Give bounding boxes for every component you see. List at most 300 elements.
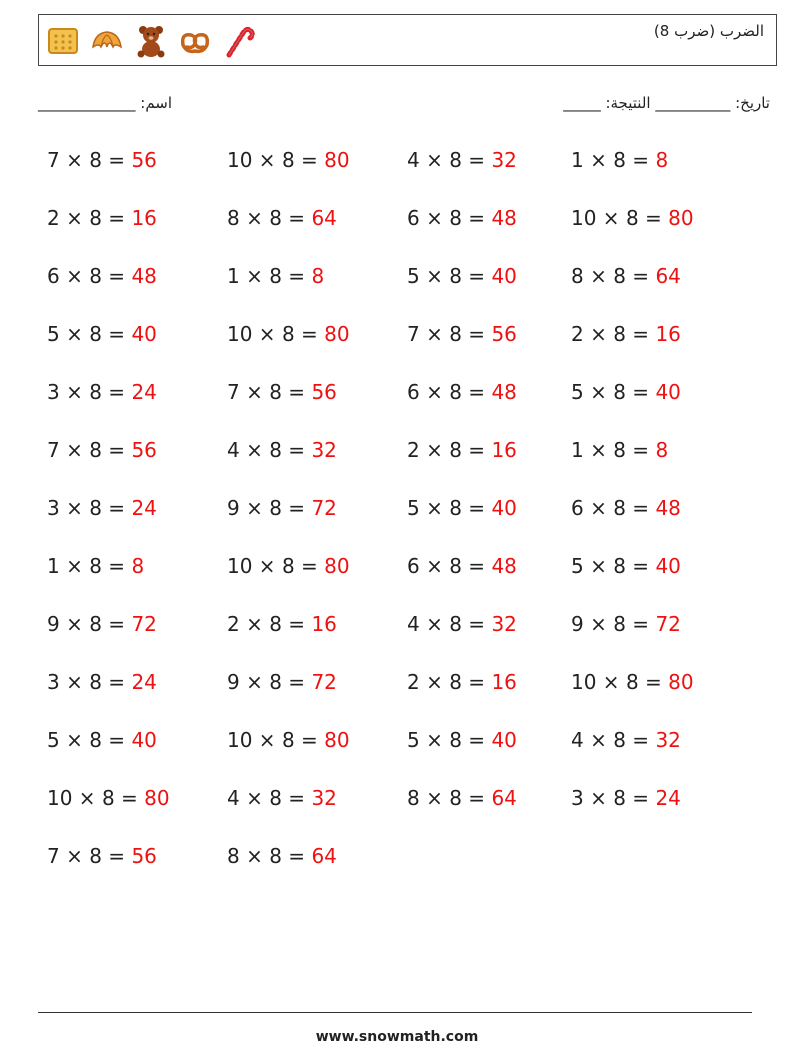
- problem-factor-b: 8: [281, 322, 295, 346]
- times-sign: ×: [419, 380, 450, 404]
- equals-sign: =: [625, 438, 656, 462]
- problem-factor-b: 8: [613, 438, 626, 462]
- problem-factor-a: 1: [47, 554, 60, 578]
- times-sign: ×: [419, 264, 450, 288]
- equals-sign: =: [461, 380, 492, 404]
- problem-factor-a: 4: [227, 438, 240, 462]
- equals-sign: =: [294, 322, 325, 346]
- problem-factor-a: 9: [227, 496, 240, 520]
- problem-item: [227, 842, 407, 900]
- problem-item: [227, 146, 407, 204]
- problem-factor-a: 6: [571, 496, 584, 520]
- problem-answer: 8: [655, 148, 669, 172]
- problem-factor-a: 10: [571, 206, 597, 230]
- times-sign: ×: [583, 612, 614, 636]
- problem-factor-a: 7: [407, 322, 420, 346]
- problem-factor-a: 2: [227, 612, 240, 636]
- problem-factor-b: 8: [613, 728, 626, 752]
- equals-sign: =: [625, 496, 656, 520]
- problem-item: [571, 146, 751, 204]
- problem-factor-b: 8: [89, 554, 102, 578]
- problem-factor-a: 8: [227, 206, 240, 230]
- problem-factor-b: 8: [449, 322, 462, 346]
- equals-sign: =: [101, 322, 132, 346]
- problem-answer: 40: [655, 554, 681, 578]
- problem-item: [47, 610, 227, 668]
- equals-sign: =: [625, 264, 656, 288]
- equals-sign: =: [461, 670, 492, 694]
- problem-factor-a: 5: [47, 728, 60, 752]
- equals-sign: =: [461, 496, 492, 520]
- times-sign: ×: [419, 786, 450, 810]
- times-sign: ×: [252, 322, 282, 346]
- problem-item: [571, 436, 751, 494]
- problem-answer: 32: [655, 728, 681, 752]
- problem-factor-b: 8: [449, 206, 462, 230]
- date-score-field: تاريخ: __________ النتيجة: _____: [563, 94, 770, 112]
- equals-sign: =: [638, 670, 669, 694]
- problem-factor-b: 8: [269, 612, 282, 636]
- problem-item: [47, 320, 227, 378]
- problem-factor-a: 4: [407, 612, 420, 636]
- times-sign: ×: [419, 438, 450, 462]
- problem-factor-b: 8: [89, 612, 102, 636]
- problem-answer: 56: [131, 148, 157, 172]
- problem-factor-b: 8: [281, 728, 295, 752]
- problem-factor-b: 8: [269, 380, 282, 404]
- name-field: اسم: _____________: [38, 94, 173, 112]
- problem-factor-b: 8: [89, 148, 102, 172]
- equals-sign: =: [461, 612, 492, 636]
- problem-factor-a: 10: [571, 670, 597, 694]
- problem-factor-b: 8: [281, 148, 295, 172]
- problem-item: [571, 204, 751, 262]
- problem-answer: 32: [491, 612, 517, 636]
- problem-answer: 64: [311, 206, 337, 230]
- equals-sign: =: [281, 496, 312, 520]
- problem-factor-b: 8: [449, 786, 462, 810]
- worksheet-title: الضرب (ضرب 8): [653, 22, 764, 40]
- problem-factor-a: 10: [227, 322, 253, 346]
- problem-answer: 48: [491, 380, 517, 404]
- problem-factor-a: 3: [47, 670, 60, 694]
- problem-answer: 64: [311, 844, 337, 868]
- equals-sign: =: [101, 380, 132, 404]
- equals-sign: =: [101, 438, 132, 462]
- problem-item: [227, 668, 407, 726]
- problem-answer: 32: [311, 438, 337, 462]
- times-sign: ×: [252, 728, 282, 752]
- problem-factor-b: 8: [613, 786, 626, 810]
- equals-sign: =: [281, 670, 312, 694]
- problem-factor-b: 8: [89, 438, 102, 462]
- problem-factor-a: 1: [571, 148, 584, 172]
- problem-factor-b: 8: [89, 728, 102, 752]
- times-sign: ×: [252, 554, 282, 578]
- problem-factor-a: 10: [227, 554, 253, 578]
- problem-answer: 80: [324, 322, 350, 346]
- problem-answer: 80: [324, 148, 350, 172]
- problem-grid: [47, 146, 751, 900]
- times-sign: ×: [583, 786, 614, 810]
- times-sign: ×: [419, 612, 450, 636]
- problem-factor-b: 8: [269, 438, 282, 462]
- problem-answer: 56: [131, 438, 157, 462]
- problem-answer: 8: [131, 554, 145, 578]
- problem-factor-a: 7: [47, 438, 60, 462]
- problem-factor-a: 3: [571, 786, 584, 810]
- problem-answer: 8: [655, 438, 669, 462]
- croissant-icon: [89, 23, 125, 59]
- problem-answer: 80: [144, 786, 170, 810]
- equals-sign: =: [101, 612, 132, 636]
- problem-item: [227, 610, 407, 668]
- problem-factor-a: 8: [227, 844, 240, 868]
- problem-factor-b: 8: [269, 786, 282, 810]
- equals-sign: =: [638, 206, 669, 230]
- problem-factor-a: 9: [227, 670, 240, 694]
- problem-factor-a: 6: [47, 264, 60, 288]
- problem-item: [571, 378, 751, 436]
- problem-item: [407, 204, 571, 262]
- problem-item: [407, 784, 571, 842]
- worksheet-header: [38, 14, 777, 66]
- problem-answer: 80: [668, 206, 694, 230]
- problem-answer: 48: [491, 554, 517, 578]
- equals-sign: =: [294, 728, 325, 752]
- problem-factor-a: 2: [407, 670, 420, 694]
- times-sign: ×: [59, 206, 90, 230]
- problem-item: [227, 378, 407, 436]
- problem-factor-a: 7: [47, 844, 60, 868]
- problem-answer: 48: [655, 496, 681, 520]
- problem-factor-a: 2: [407, 438, 420, 462]
- times-sign: ×: [419, 670, 450, 694]
- problem-answer: 72: [311, 496, 337, 520]
- problem-answer: 40: [131, 322, 157, 346]
- times-sign: ×: [59, 728, 90, 752]
- problem-factor-b: 8: [449, 438, 462, 462]
- times-sign: ×: [59, 322, 90, 346]
- times-sign: ×: [583, 380, 614, 404]
- problem-item: [47, 146, 227, 204]
- equals-sign: =: [294, 148, 325, 172]
- times-sign: ×: [59, 554, 90, 578]
- equals-sign: =: [461, 148, 492, 172]
- equals-sign: =: [281, 380, 312, 404]
- problem-item: [47, 436, 227, 494]
- equals-sign: =: [281, 206, 312, 230]
- problem-item: [47, 204, 227, 262]
- problem-factor-a: 7: [227, 380, 240, 404]
- problem-item: [571, 784, 751, 842]
- equals-sign: =: [625, 380, 656, 404]
- problem-item: [47, 668, 227, 726]
- problem-factor-a: 3: [47, 496, 60, 520]
- times-sign: ×: [239, 380, 270, 404]
- times-sign: ×: [583, 322, 614, 346]
- times-sign: ×: [419, 728, 450, 752]
- problem-answer: 32: [311, 786, 337, 810]
- header-icons: [45, 23, 257, 59]
- problem-item: [47, 262, 227, 320]
- problem-factor-a: 5: [571, 380, 584, 404]
- problem-answer: 24: [131, 496, 157, 520]
- problem-answer: 56: [491, 322, 517, 346]
- times-sign: ×: [239, 670, 270, 694]
- times-sign: ×: [59, 670, 90, 694]
- problem-factor-b: 8: [449, 264, 462, 288]
- problem-factor-a: 8: [571, 264, 584, 288]
- times-sign: ×: [59, 380, 90, 404]
- problem-item: [227, 320, 407, 378]
- problem-factor-a: 6: [407, 554, 420, 578]
- problem-factor-b: 8: [89, 670, 102, 694]
- problem-factor-b: 8: [625, 670, 639, 694]
- problem-answer: 40: [491, 496, 517, 520]
- problem-item: [571, 494, 751, 552]
- problem-item: [407, 320, 571, 378]
- problem-item: [47, 378, 227, 436]
- problem-item: [227, 204, 407, 262]
- problem-factor-a: 10: [227, 728, 253, 752]
- problem-factor-b: 8: [613, 554, 626, 578]
- problem-answer: 56: [131, 844, 157, 868]
- problem-item: [47, 552, 227, 610]
- problem-factor-a: 5: [407, 264, 420, 288]
- problem-factor-a: 10: [47, 786, 73, 810]
- equals-sign: =: [101, 496, 132, 520]
- times-sign: ×: [596, 206, 626, 230]
- equals-sign: =: [281, 438, 312, 462]
- problem-answer: 80: [324, 554, 350, 578]
- problem-factor-a: 9: [571, 612, 584, 636]
- times-sign: ×: [583, 148, 614, 172]
- problem-answer: 40: [131, 728, 157, 752]
- problem-factor-b: 8: [101, 786, 115, 810]
- times-sign: ×: [583, 438, 614, 462]
- problem-factor-b: 8: [449, 612, 462, 636]
- problem-answer: 40: [655, 380, 681, 404]
- problem-answer: 48: [131, 264, 157, 288]
- problem-factor-b: 8: [449, 728, 462, 752]
- equals-sign: =: [101, 554, 132, 578]
- problem-answer: 32: [491, 148, 517, 172]
- problem-factor-b: 8: [269, 670, 282, 694]
- problem-factor-b: 8: [89, 264, 102, 288]
- problem-item: [407, 726, 571, 784]
- equals-sign: =: [281, 612, 312, 636]
- problem-factor-b: 8: [613, 148, 626, 172]
- problem-factor-b: 8: [449, 554, 462, 578]
- problem-answer: 16: [131, 206, 157, 230]
- times-sign: ×: [239, 786, 270, 810]
- problem-factor-b: 8: [613, 380, 626, 404]
- problem-factor-a: 4: [407, 148, 420, 172]
- problem-answer: 16: [311, 612, 337, 636]
- equals-sign: =: [461, 728, 492, 752]
- times-sign: ×: [72, 786, 102, 810]
- problem-factor-b: 8: [613, 496, 626, 520]
- problem-factor-a: 6: [407, 206, 420, 230]
- problem-item: [227, 726, 407, 784]
- times-sign: ×: [59, 438, 90, 462]
- problem-item: [407, 262, 571, 320]
- cracker-icon: [45, 23, 81, 59]
- equals-sign: =: [101, 264, 132, 288]
- problem-item: [571, 726, 751, 784]
- problem-answer: 16: [655, 322, 681, 346]
- times-sign: ×: [59, 844, 90, 868]
- problem-factor-a: 2: [47, 206, 60, 230]
- problem-factor-a: 4: [571, 728, 584, 752]
- problem-factor-a: 8: [407, 786, 420, 810]
- problem-item: [407, 552, 571, 610]
- problem-factor-b: 8: [89, 496, 102, 520]
- problem-factor-b: 8: [613, 322, 626, 346]
- problem-factor-a: 3: [47, 380, 60, 404]
- problem-answer: 72: [655, 612, 681, 636]
- problem-factor-a: 10: [227, 148, 253, 172]
- times-sign: ×: [419, 148, 450, 172]
- problem-factor-b: 8: [89, 844, 102, 868]
- problem-answer: 40: [491, 728, 517, 752]
- times-sign: ×: [59, 612, 90, 636]
- problem-factor-a: 4: [227, 786, 240, 810]
- problem-answer: 72: [311, 670, 337, 694]
- equals-sign: =: [294, 554, 325, 578]
- times-sign: ×: [239, 844, 270, 868]
- problem-factor-a: 6: [407, 380, 420, 404]
- problem-item: [47, 726, 227, 784]
- equals-sign: =: [625, 612, 656, 636]
- problem-factor-b: 8: [89, 206, 102, 230]
- problem-factor-a: 9: [47, 612, 60, 636]
- footer-divider: [38, 1012, 752, 1013]
- teddy-bear-icon: [133, 23, 169, 59]
- problem-factor-b: 8: [89, 322, 102, 346]
- problem-factor-b: 8: [449, 496, 462, 520]
- equals-sign: =: [281, 264, 312, 288]
- problem-answer: 16: [491, 670, 517, 694]
- times-sign: ×: [239, 264, 270, 288]
- problem-item: [407, 610, 571, 668]
- footer-url: www.snowmath.com: [315, 1029, 479, 1045]
- problem-factor-a: 1: [227, 264, 240, 288]
- problem-factor-a: 5: [47, 322, 60, 346]
- times-sign: ×: [252, 148, 282, 172]
- times-sign: ×: [239, 612, 270, 636]
- problem-factor-b: 8: [613, 612, 626, 636]
- times-sign: ×: [239, 206, 270, 230]
- times-sign: ×: [419, 554, 450, 578]
- problem-item: [227, 436, 407, 494]
- times-sign: ×: [239, 438, 270, 462]
- problem-factor-b: 8: [269, 844, 282, 868]
- problem-answer: 56: [311, 380, 337, 404]
- times-sign: ×: [59, 264, 90, 288]
- problem-factor-a: 7: [47, 148, 60, 172]
- times-sign: ×: [239, 496, 270, 520]
- problem-item: [571, 262, 751, 320]
- problem-answer: 24: [655, 786, 681, 810]
- problem-factor-b: 8: [449, 670, 462, 694]
- problem-item: [407, 378, 571, 436]
- equals-sign: =: [101, 728, 132, 752]
- times-sign: ×: [59, 148, 90, 172]
- times-sign: ×: [59, 496, 90, 520]
- problem-factor-a: 5: [407, 728, 420, 752]
- problem-answer: 80: [668, 670, 694, 694]
- problem-answer: 24: [131, 380, 157, 404]
- equals-sign: =: [101, 844, 132, 868]
- problem-item: [227, 262, 407, 320]
- problem-answer: 16: [491, 438, 517, 462]
- problem-factor-a: 1: [571, 438, 584, 462]
- problem-item: [407, 494, 571, 552]
- times-sign: ×: [583, 554, 614, 578]
- problem-answer: 40: [491, 264, 517, 288]
- problem-item: [407, 668, 571, 726]
- times-sign: ×: [583, 496, 614, 520]
- times-sign: ×: [419, 322, 450, 346]
- equals-sign: =: [281, 844, 312, 868]
- equals-sign: =: [461, 322, 492, 346]
- equals-sign: =: [625, 728, 656, 752]
- problem-answer: 24: [131, 670, 157, 694]
- problem-item: [47, 842, 227, 900]
- problem-answer: 48: [491, 206, 517, 230]
- times-sign: ×: [583, 728, 614, 752]
- problem-factor-b: 8: [281, 554, 295, 578]
- equals-sign: =: [461, 554, 492, 578]
- pretzel-icon: [177, 23, 213, 59]
- equals-sign: =: [461, 786, 492, 810]
- problem-factor-b: 8: [449, 148, 462, 172]
- problem-factor-b: 8: [269, 496, 282, 520]
- problem-factor-a: 5: [407, 496, 420, 520]
- problem-answer: 80: [324, 728, 350, 752]
- equals-sign: =: [461, 206, 492, 230]
- equals-sign: =: [281, 786, 312, 810]
- problem-item: [571, 320, 751, 378]
- problem-item: [47, 784, 227, 842]
- problem-item: [407, 436, 571, 494]
- times-sign: ×: [583, 264, 614, 288]
- times-sign: ×: [419, 206, 450, 230]
- problem-factor-a: 2: [571, 322, 584, 346]
- problem-factor-b: 8: [269, 264, 282, 288]
- equals-sign: =: [625, 554, 656, 578]
- problem-factor-b: 8: [89, 380, 102, 404]
- problem-answer: 8: [311, 264, 325, 288]
- equals-sign: =: [101, 670, 132, 694]
- equals-sign: =: [461, 264, 492, 288]
- problem-factor-b: 8: [449, 380, 462, 404]
- problem-item: [571, 610, 751, 668]
- problem-factor-b: 8: [625, 206, 639, 230]
- equals-sign: =: [114, 786, 145, 810]
- problem-factor-b: 8: [613, 264, 626, 288]
- times-sign: ×: [419, 496, 450, 520]
- problem-answer: 64: [491, 786, 517, 810]
- times-sign: ×: [596, 670, 626, 694]
- problem-item: [407, 146, 571, 204]
- candy-cane-icon: [221, 23, 257, 59]
- equals-sign: =: [625, 786, 656, 810]
- problem-answer: 64: [655, 264, 681, 288]
- problem-factor-a: 5: [571, 554, 584, 578]
